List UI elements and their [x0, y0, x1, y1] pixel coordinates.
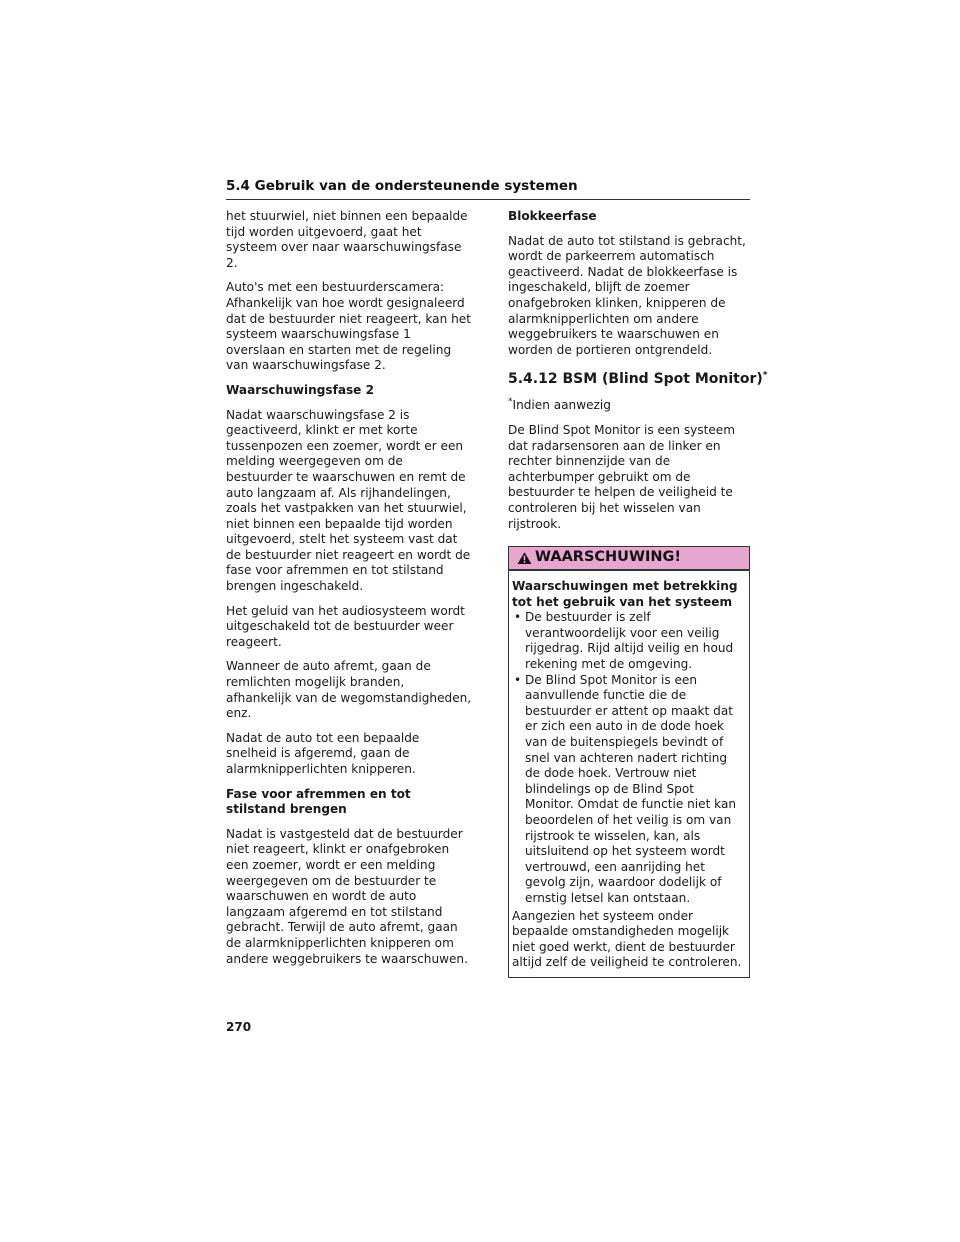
warning-triangle-icon: [517, 551, 532, 565]
list-item: • De bestuurder is zelf verantwoordelijk voor een veilig rijgedrag. Rijd altijd veilig en houd rekening met de omgeving.: [512, 610, 746, 672]
list-item: • De Blind Spot Monitor is een aanvullende functie die de bestuurder er attent op maakt dat er zich een auto in de dode hoek van de buitenspiegels bevindt of snel van achteren nadert richting de dode hoek. Vertrouw niet blindelings op de Blind Spot Monitor. Omdat de functie niet kan beoordelen of het veilig is om van rijstrook te wisselen, kan, als uitsluitend op het systeem wordt vertrouwd, een aanrijding het gevolg zijn, waardoor dodelijk of ernstig letsel kan ontstaan.: [512, 673, 746, 907]
subheading-block-phase: Blokkeerfase: [508, 209, 597, 223]
right-column: [508, 209, 768, 978]
section-heading-bsm: [508, 370, 768, 388]
asterisk: *: [508, 397, 513, 408]
asterisk: *: [762, 370, 768, 381]
warning-box: [508, 546, 750, 978]
subheading-brake-phase: Fase voor afremmen en tot stilstand brengen: [226, 786, 411, 817]
paragraph: Nadat de auto tot stilstand is gebracht, wordt de parkeerrem automatisch geactiveerd. Nadat de blokkeerfase is ingeschakeld, blijft de zoemer onafgebroken klinken, knipperen de alarmknipperlichten om andere weggebruikers te waarschuwen en worden de portieren ontgrendeld.: [508, 233, 746, 357]
warning-body: [509, 571, 749, 977]
section-heading-text: 5.4.12 BSM (Blind Spot Monitor): [508, 371, 763, 388]
paragraph: het stuurwiel, niet binnen een bepaalde tijd worden uitgevoerd, gaat het systeem over naar waarschuwingsfase 2.: [226, 209, 468, 270]
paragraph: De Blind Spot Monitor is een systeem dat radarsensoren aan de linker en rechter binnenzijde van de achterbumper gebruikt om de bestuurder te helpen de veiligheid te controleren bij het wisselen van rijstrook.: [508, 422, 736, 531]
warning-header: [509, 547, 749, 571]
paragraph: Wanneer de auto afremt, gaan de remlichten mogelijk branden, afhankelijk van de wegomstandigheden, enz.: [226, 659, 472, 721]
warning-list: [512, 610, 746, 906]
left-column: [226, 209, 472, 976]
paragraph: Nadat waarschuwingsfase 2 is geactiveerd, klinkt er met korte tussenpozen een zoemer, wordt er een melding weergegeven om de bestuurder te waarschuwen en remt de auto langzaam af. Als rijhandelingen, zoals het vastpakken van het stuurwiel, niet binnen een bepaalde tijd worden uitgevoerd, stelt het systeem vast dat de bestuurder niet reageert en wordt de fase voor afremmen en tot stilstand brengen ingeschakeld.: [226, 407, 471, 594]
page-number: 270: [226, 1020, 252, 1034]
warning-closing: Aangezien het systeem onder bepaalde omstandigheden mogelijk niet goed werkt, dient de bestuurder altijd zelf de veiligheid te controleren.: [512, 908, 742, 970]
warning-title: WAARSCHUWING!: [535, 549, 681, 566]
paragraph: Nadat is vastgesteld dat de bestuurder niet reageert, klinkt er onafgebroken een zoemer, wordt er een melding weergegeven om de bestuurder te waarschuwen en wordt de auto langzaam afgeremd en tot stilstand gebracht. Terwijl de auto afremt, gaan de alarmknipperlichten knipperen om andere weggebruikers te waarschuwen.: [226, 826, 468, 966]
paragraph: Auto's met een bestuurderscamera: Afhankelijk van hoe wordt gesignaleerd dat de bestuurder niet reageert, kan het systeem waarschuwingsfase 1 overslaan en starten met de regeling van waarschuwingsfase 2.: [226, 280, 471, 373]
warning-subtitle: Waarschuwingen met betrekking tot het gebruik van het systeem: [512, 579, 738, 609]
footnote-text: Indien aanwezig: [512, 398, 611, 413]
footnote: [508, 398, 750, 414]
section-header: 5.4 Gebruik van de ondersteunende systemen: [226, 178, 750, 200]
paragraph: Het geluid van het audiosysteem wordt uitgeschakeld tot de bestuurder weer reageert.: [226, 603, 465, 649]
subheading-phase-2: Waarschuwingsfase 2: [226, 382, 375, 397]
paragraph: Nadat de auto tot een bepaalde snelheid is afgeremd, gaan de alarmknipperlichten knipperen.: [226, 730, 420, 776]
